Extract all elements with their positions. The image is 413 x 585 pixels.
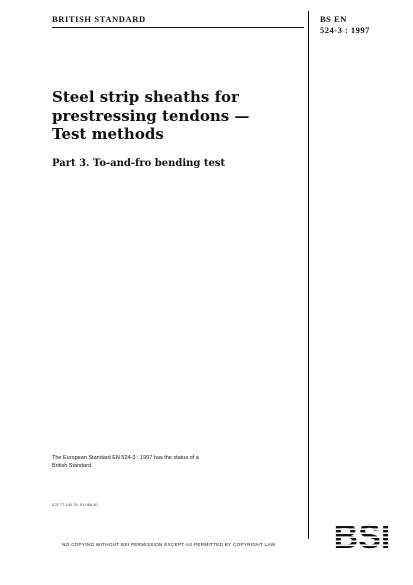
standard-number-line2: 524-3 : 1997 <box>320 25 370 35</box>
document-title <box>52 88 302 144</box>
header-rule <box>52 27 304 28</box>
margin-rule <box>308 11 309 539</box>
bsi-logo-icon <box>332 514 392 554</box>
title-line3: Test methods <box>52 125 164 143</box>
ics-code: ICS 77.140.75; 91.080.40 <box>52 502 98 507</box>
british-standard-label: BRITISH STANDARD <box>52 14 146 24</box>
copyright-notice: NO COPYING WITHOUT BSI PERMISSION EXCEPT AS PERMITTED BY COPYRIGHT LAW <box>62 542 276 547</box>
title-line2: prestressing tendons — <box>52 106 250 125</box>
title-line1: Steel strip sheaths for <box>52 88 239 106</box>
status-note <box>52 454 292 470</box>
part-subtitle: Part 3. To-and-fro bending test <box>52 158 226 169</box>
standard-number <box>320 14 370 36</box>
standard-number-line1: BS EN <box>320 14 347 24</box>
status-note-line2: British Standard <box>52 463 92 469</box>
status-note-line1: The European Standard EN 524-3 : 1997 has the status of a <box>52 455 199 461</box>
